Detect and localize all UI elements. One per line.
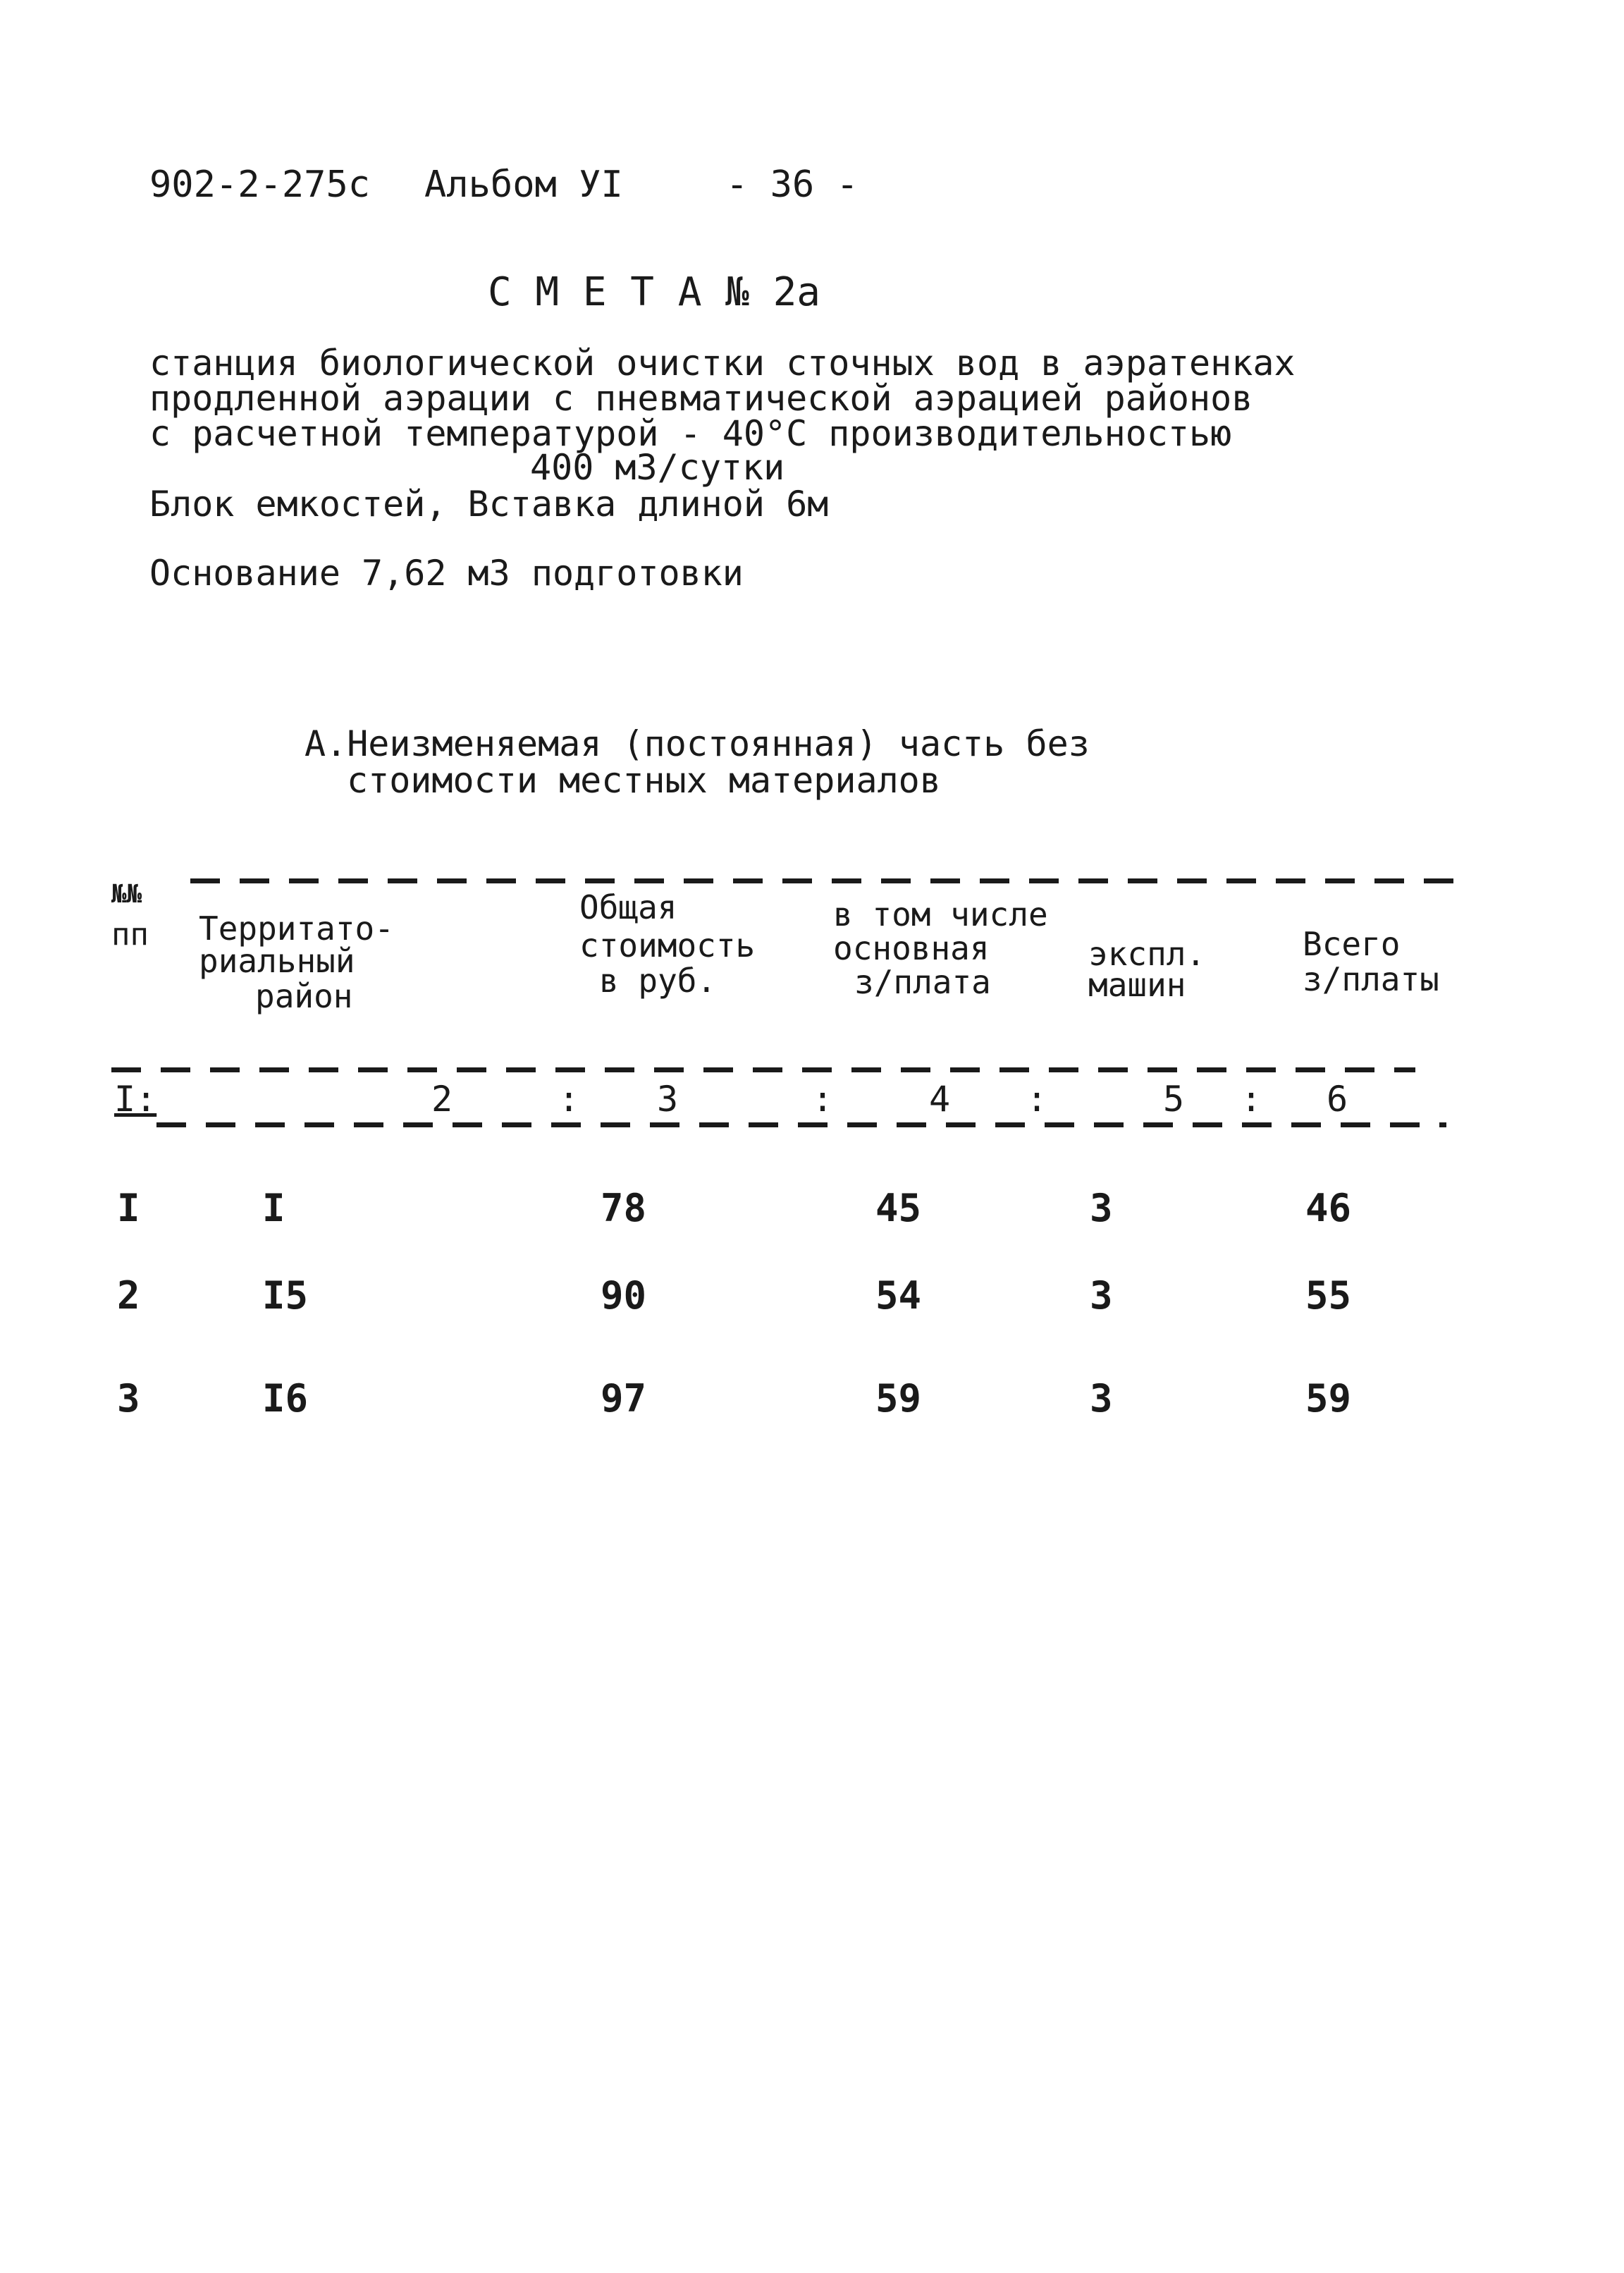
row-num: 2	[117, 1273, 140, 1318]
table-mid-rule	[111, 1067, 1415, 1072]
col-number-5: 5	[1163, 1079, 1185, 1120]
header-basic-line-2: з/плата	[854, 963, 991, 1001]
header-including: в том числе	[833, 895, 1048, 933]
description-line-2: продленной аэрации с пневматической аэрацией районов	[149, 378, 1253, 419]
col-separator-1: :	[558, 1079, 580, 1120]
row-total-pay: 46	[1305, 1186, 1352, 1230]
description-line-3: с расчетной температурой - 40°С производительностью	[149, 413, 1232, 454]
section-heading-line-2: стоимости местных материалов	[347, 760, 941, 801]
basis-line: Основание 7,62 м3 подготовки	[149, 553, 744, 594]
header-region-line-1: Территато-	[199, 909, 394, 948]
row-num: 3	[117, 1376, 140, 1421]
row-total-cost: 90	[601, 1273, 647, 1318]
description-line-1: станция биологической очистки сточных вод в аэратенках	[149, 343, 1296, 384]
album-label: Альбом УI	[424, 164, 623, 206]
row-total-cost: 78	[601, 1186, 647, 1230]
row-basic-pay: 59	[875, 1376, 922, 1421]
header-allpay-line-2: з/платы	[1303, 960, 1439, 998]
section-heading-line-1: А.Неизменяемая (постоянная) часть без	[304, 723, 1090, 764]
row-machines: 3	[1090, 1186, 1113, 1230]
row-total-pay: 55	[1305, 1273, 1352, 1318]
header-machines-line-1: экспл.	[1088, 935, 1206, 973]
col-number-3: 3	[657, 1079, 679, 1120]
description-line-4: 400 м3/сутки	[530, 447, 785, 488]
header-basic-line-1: основная	[833, 929, 990, 967]
col-separator-2: :	[812, 1079, 834, 1120]
row-region: I5	[262, 1273, 309, 1318]
row-num: I	[117, 1186, 140, 1230]
header-num-line-2: пп	[111, 917, 149, 952]
col-separator-4: :	[1241, 1079, 1262, 1120]
row-machines: 3	[1090, 1273, 1113, 1318]
col-number-1: I:	[114, 1079, 157, 1120]
col-number-4: 4	[929, 1079, 951, 1120]
header-machines-line-2: машин	[1088, 966, 1186, 1004]
row-region: I	[262, 1186, 285, 1230]
header-total-line-1: Общая	[579, 888, 677, 926]
description-line-5: Блок емкостей, Вставка длиной 6м	[149, 484, 829, 525]
row-basic-pay: 54	[875, 1273, 922, 1318]
row-region: I6	[262, 1376, 309, 1421]
row-total-pay: 59	[1305, 1376, 1352, 1421]
col-number-2: 2	[431, 1079, 453, 1120]
row-basic-pay: 45	[875, 1186, 922, 1230]
header-total-line-2: стоимость	[579, 926, 756, 964]
header-region-line-2: риальный	[199, 942, 355, 980]
document-code: 902-2-275с	[149, 164, 371, 206]
header-allpay-line-1: Всего	[1303, 925, 1401, 963]
estimate-title: С М Е Т А № 2а	[488, 269, 821, 315]
header-region-line-3: район	[255, 977, 353, 1015]
page-number: - 36 -	[726, 164, 859, 206]
table-top-rule	[190, 878, 1459, 883]
col-separator-3: :	[1026, 1079, 1048, 1120]
header-total-line-3: в руб.	[599, 962, 717, 1000]
row-total-cost: 97	[601, 1376, 647, 1421]
table-header-bottom-rule	[156, 1122, 1446, 1127]
row-machines: 3	[1090, 1376, 1113, 1421]
col-number-6: 6	[1327, 1079, 1348, 1120]
header-num-line-1: №№	[111, 880, 142, 909]
